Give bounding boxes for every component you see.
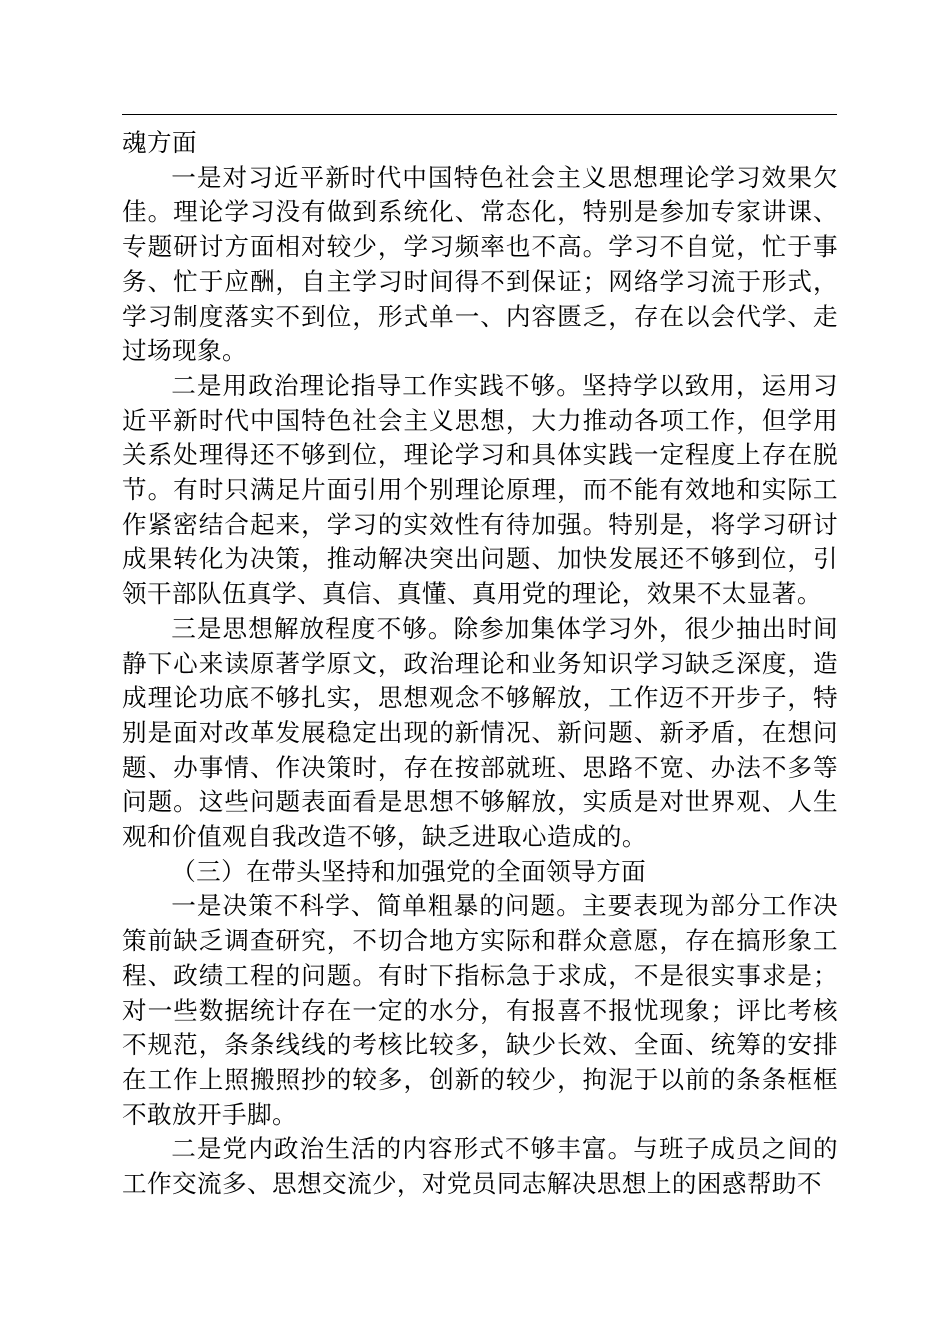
header-rule [122, 114, 837, 115]
document-body [122, 126, 838, 1202]
paragraph-study-effect: 一是对习近平新时代中国特色社会主义思想理论学习效果欠佳。理论学习没有做到系统化、常态化，特别是参加专家讲课、专题研讨方面相对较少，学习频率也不高。学习不自觉，忙于事务、忙于应酬，自主学习时间得不到保证；网络学习流于形式，学习制度落实不到位，形式单一、内容匮乏，存在以会代学、走过场现象。 [122, 162, 838, 366]
paragraph-decision-making: 一是决策不科学、简单粗暴的问题。主要表现为部分工作决策前缺乏调查研究，不切合地方实际和群众意愿，存在搞形象工程、政绩工程的问题。有时下指标急于求成，不是很实事求是；对一些数据统计存在一定的水分，有报喜不报忧现象；评比考核不规范，条条线线的考核比较多，缺少长效、全面、统筹的安排在工作上照搬照抄的较多，创新的较少，拘泥于以前的条条框框不敢放开手脚。 [122, 891, 838, 1129]
paragraph-theory-practice: 二是用政治理论指导工作实践不够。坚持学以致用，运用习近平新时代中国特色社会主义思想，大力推动各项工作，但学用关系处理得还不够到位，理论学习和具体实践一定程度上存在脱节。有时只满足片面引用个别理论原理，而不能有效地和实际工作紧密结合起来，学习的实效性有待加强。特别是，将学习研讨成果转化为决策，推动解决突出问题、加快发展还不够到位，引领干部队伍真学、真信、真懂、真用党的理论，效果不太显著。 [122, 370, 838, 609]
paragraph-continuation: 魂方面 [122, 128, 197, 157]
section-heading-party-leadership: （三）在带头坚持和加强党的全面领导方面 [171, 856, 647, 886]
paragraph-thought-liberation: 三是思想解放程度不够。除参加集体学习外，很少抽出时间静下心来读原著学原文，政治理论和业务知识学习缺乏深度，造成理论功底不够扎实，思想观念不够解放，工作迈不开步子，特别是面对改革发展稳定出现的新情况、新问题、新矛盾，在想问题、办事情、作决策时，存在按部就班、思路不宽、办法不多等问题。这些问题表面看是思想不够解放，实质是对世界观、人生观和价值观自我改造不够，缺乏进取心造成的。 [122, 613, 838, 852]
paragraph-party-political-life: 二是党内政治生活的内容形式不够丰富。与班子成员之间的工作交流多、思想交流少，对党员同志解决思想上的困惑帮助不 [122, 1134, 838, 1199]
